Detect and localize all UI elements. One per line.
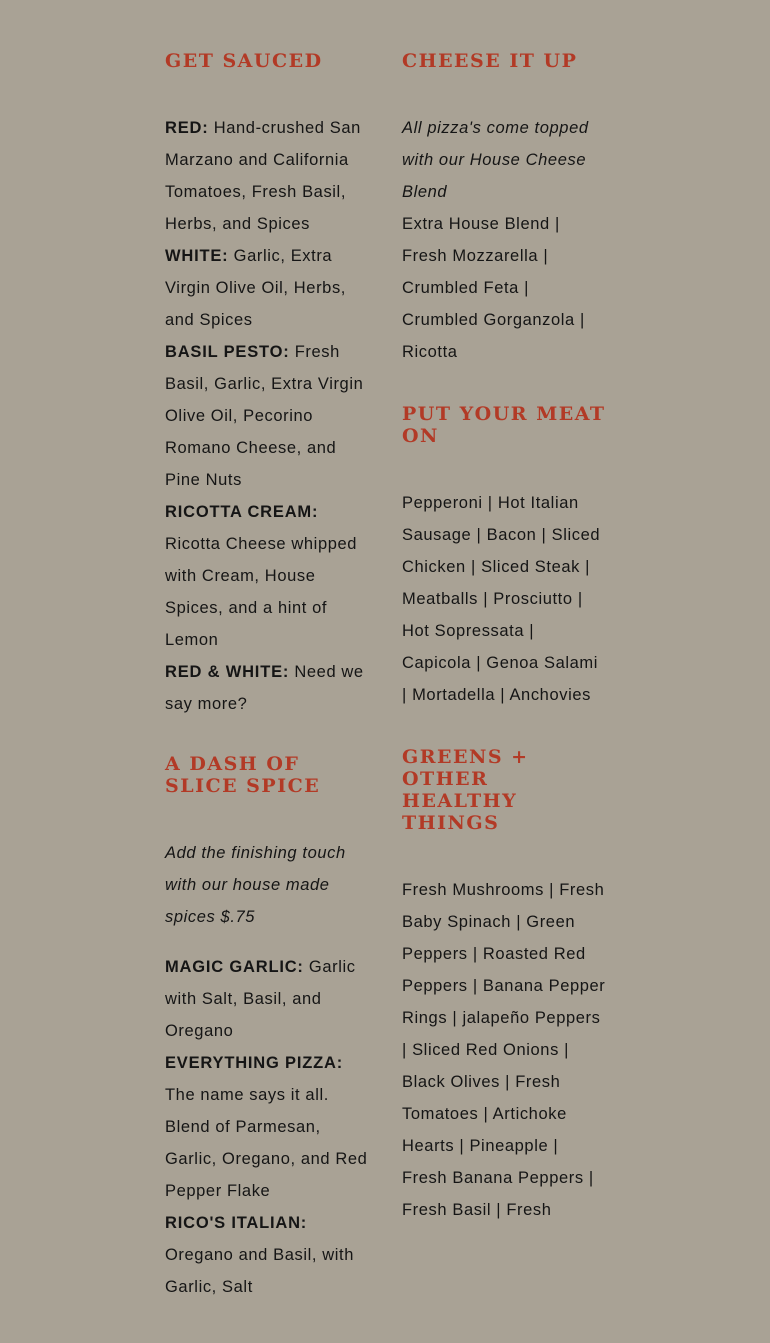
cheese-heading: CHEESE IT UP bbox=[402, 50, 578, 72]
sauce-desc: Fresh Basil, Garlic, Extra Virgin Olive Oil, Pecorino Romano Cheese, and Pine Nuts bbox=[165, 343, 364, 489]
cheese-list: Extra House Blend | Fresh Mozzarella | Crumbled Feta | Crumbled Gorganzola | Ricotta bbox=[402, 215, 585, 361]
spice-desc: The name says it all. Blend of Parmesan, bbox=[165, 1086, 329, 1136]
spice-heading: A DASH OF SLICE SPICE bbox=[165, 753, 321, 797]
meat-section bbox=[402, 403, 607, 711]
sauce-item-red bbox=[165, 112, 370, 240]
sauces-section bbox=[165, 50, 370, 720]
spice-name: MAGIC GARLIC: bbox=[165, 958, 304, 976]
spice-list bbox=[165, 951, 370, 1303]
sauce-desc: Hand-crushed San Marzano and California Tomatoes, Fresh Basil, Herbs, and Spices bbox=[165, 119, 361, 233]
spice-item-everything-pizza bbox=[165, 1047, 370, 1143]
sauce-item-white bbox=[165, 240, 370, 336]
sauce-name: RED: bbox=[165, 119, 209, 137]
spice-desc: Garlic, Oregano, and Red Pepper Flake bbox=[165, 1150, 368, 1200]
left-column bbox=[165, 50, 370, 1343]
sauce-item-red-white bbox=[165, 656, 370, 720]
spice-name: RICO'S ITALIAN: bbox=[165, 1214, 308, 1232]
sauces-list bbox=[165, 112, 370, 720]
sauce-name: RED & WHITE: bbox=[165, 663, 290, 681]
cheese-section bbox=[402, 50, 607, 368]
sauce-item-ricotta-cream bbox=[165, 496, 370, 656]
greens-list: Fresh Mushrooms | Fresh Baby Spinach | Green Peppers | Roasted Red Peppers | Banana Pepper Rings | jalapeño Peppers | Sliced Red Onions | Black Olives | Fresh Tomatoes | Artichoke Hearts | Pineapple | Fresh Banana Peppers | Fresh Basil | Fresh bbox=[402, 881, 606, 1219]
sauce-desc: Need we say more? bbox=[165, 663, 364, 713]
spice-desc: Garlic with Salt, Basil, and Oregano bbox=[165, 958, 356, 1040]
meat-list: Pepperoni | Hot Italian Sausage | Bacon | Sliced Chicken | Sliced Steak | Meatballs | Prosciutto | Hot Sopressata | Capicola | Genoa Salami | Mortadella | Anchovies bbox=[402, 494, 601, 704]
sauce-name: RICOTTA CREAM: bbox=[165, 503, 319, 521]
spice-desc: Oregano and Basil, with Garlic, Salt bbox=[165, 1246, 354, 1296]
spice-item-ricos-italian bbox=[165, 1207, 370, 1303]
sauce-desc: Ricotta Cheese whipped with Cream, House Spices, and a hint of Lemon bbox=[165, 535, 358, 649]
greens-section bbox=[402, 746, 607, 1226]
spice-intro-block bbox=[165, 837, 370, 933]
greens-block bbox=[402, 874, 607, 1226]
sauce-name: WHITE: bbox=[165, 247, 229, 265]
spice-item-magic-garlic bbox=[165, 951, 370, 1047]
meat-block bbox=[402, 487, 607, 711]
sauce-item-basil-pesto bbox=[165, 336, 370, 496]
spice-section bbox=[165, 753, 370, 1303]
spice-intro: Add the finishing touch with our house made spices $.75 bbox=[165, 844, 346, 926]
sauces-heading: GET SAUCED bbox=[165, 50, 323, 72]
right-column bbox=[402, 50, 607, 1266]
cheese-block bbox=[402, 112, 607, 368]
sauce-desc: Garlic, Extra Virgin Olive Oil, Herbs, and Spices bbox=[165, 247, 346, 329]
greens-heading: GREENS + OTHER HEALTHY THINGS bbox=[402, 746, 529, 834]
sauce-name: BASIL PESTO: bbox=[165, 343, 290, 361]
cheese-intro: All pizza's come topped with our House Cheese Blend bbox=[402, 119, 589, 201]
spice-name: EVERYTHING PIZZA: bbox=[165, 1054, 343, 1072]
spice-item-everything-pizza-cont bbox=[165, 1143, 370, 1207]
meat-heading: PUT YOUR MEAT ON bbox=[402, 403, 606, 447]
